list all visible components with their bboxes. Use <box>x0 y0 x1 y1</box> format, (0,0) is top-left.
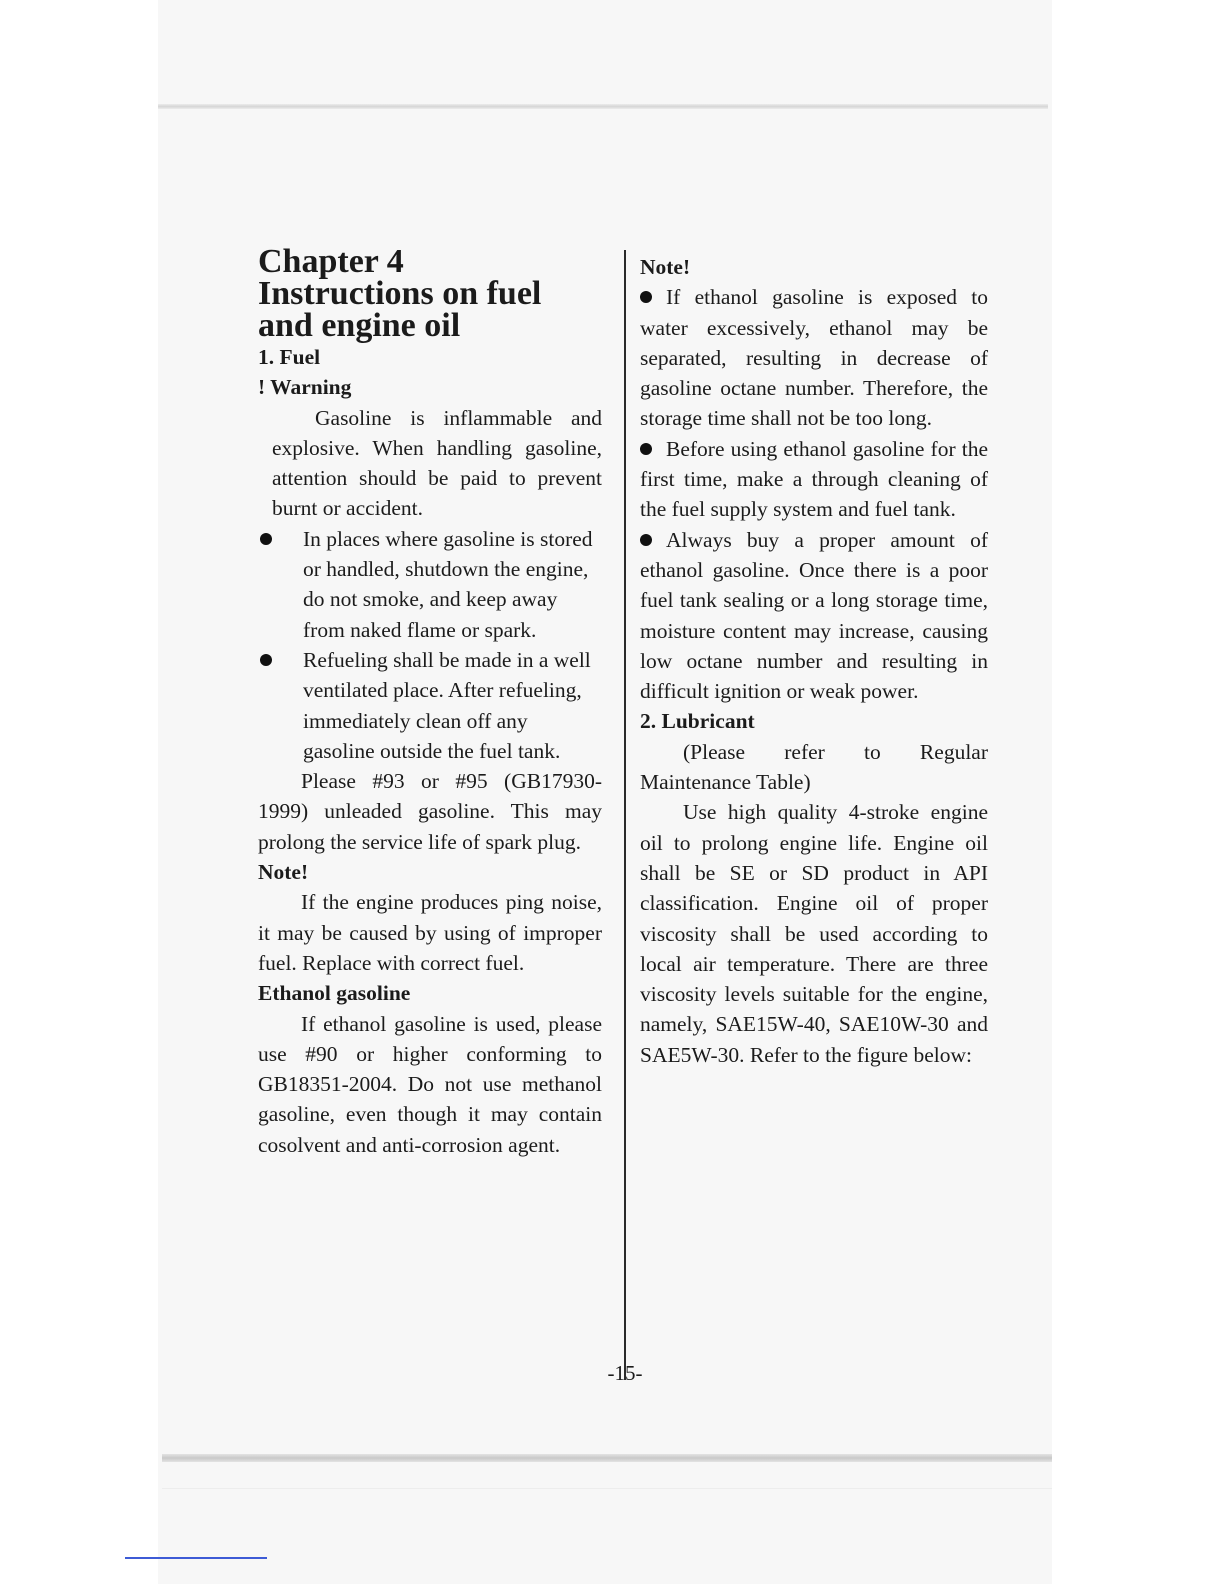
bullet-text: Refueling shall be made in a well ventilated place. After refueling, immediately clean off any gasoline outside the fuel tank. <box>303 647 591 763</box>
faint-rule <box>162 1488 1052 1489</box>
right-column <box>640 252 988 1070</box>
list-item <box>258 524 602 645</box>
bullet-text: In places where gasoline is stored or handled, shutdown the engine, do not smoke, and keep away from naked flame or spark. <box>303 526 593 642</box>
bullet-icon <box>640 443 652 455</box>
note-text: If the engine produces ping noise, it may be caused by using of improper fuel. Replace with correct fuel. <box>258 890 602 975</box>
chapter-subtitle-line1: Instructions on fuel <box>258 275 542 312</box>
page-number: -15- <box>607 1361 643 1385</box>
left-column <box>258 243 602 1160</box>
bullet-icon <box>640 534 652 546</box>
chapter-title: Chapter 4 <box>258 243 404 280</box>
warning-block <box>258 403 602 524</box>
lubricant-reference: (Please refer to Regular Maintenance Table) <box>640 739 988 795</box>
lubricant-heading: 2. Lubricant <box>640 709 755 734</box>
fuel-text: Please #93 or #95 (GB17930-1999) unleaded gasoline. This may prolong the service life of spark plug. <box>258 769 602 854</box>
bullet-text: Always buy a proper amount of ethanol gasoline. Once there is a poor fuel tank sealing or a long storage time, moisture content may increase, causing low octane number and resulting in difficult ignition or weak power. <box>640 527 988 704</box>
list-item <box>640 282 988 433</box>
bullet-text: Before using ethanol gasoline for the first time, make a through cleaning of the fuel supply system and fuel tank. <box>640 436 988 522</box>
bullet-icon <box>260 533 272 545</box>
warning-text: Gasoline is inflammable and explosive. When handling gasoline, attention should be paid to prevent burnt or accident. <box>272 405 602 521</box>
bullet-icon <box>260 654 272 666</box>
ethanol-text: If ethanol gasoline is used, please use #90 or higher conforming to GB18351-2004. Do not use methanol gasoline, even though it may contain cosolvent and anti-corrosion agent. <box>258 1011 602 1157</box>
lubricant-text: Use high quality 4-stroke engine oil to prolong engine life. Engine oil shall be SE or SD product in API classification. Engine oil of proper viscosity shall be used according to local air temperature. There are three viscosity levels suitable for the engine, namely, SAE15W-40, SAE10W-30 and SAE5W-30. Refer to the figure below: <box>640 800 988 1067</box>
list-item <box>640 434 988 525</box>
list-item <box>640 525 988 707</box>
ethanol-heading: Ethanol gasoline <box>258 981 411 1006</box>
bullet-icon <box>640 291 652 303</box>
blue-underline <box>125 1557 267 1559</box>
bottom-rule <box>162 1454 1052 1462</box>
bullet-text: If ethanol gasoline is exposed to water excessively, ethanol may be separated, resulting in decrease of gasoline octane number. Therefore, the storage time shall not be too long. <box>640 285 988 431</box>
section-fuel-heading: 1. Fuel <box>258 345 321 369</box>
column-divider <box>624 250 626 1380</box>
note-heading: Note! <box>258 860 309 885</box>
note-heading: Note! <box>640 255 691 279</box>
chapter-subtitle-line2: and engine oil <box>258 307 461 344</box>
warning-heading: ! Warning <box>258 375 352 400</box>
list-item <box>258 645 602 766</box>
top-rule <box>158 104 1048 109</box>
